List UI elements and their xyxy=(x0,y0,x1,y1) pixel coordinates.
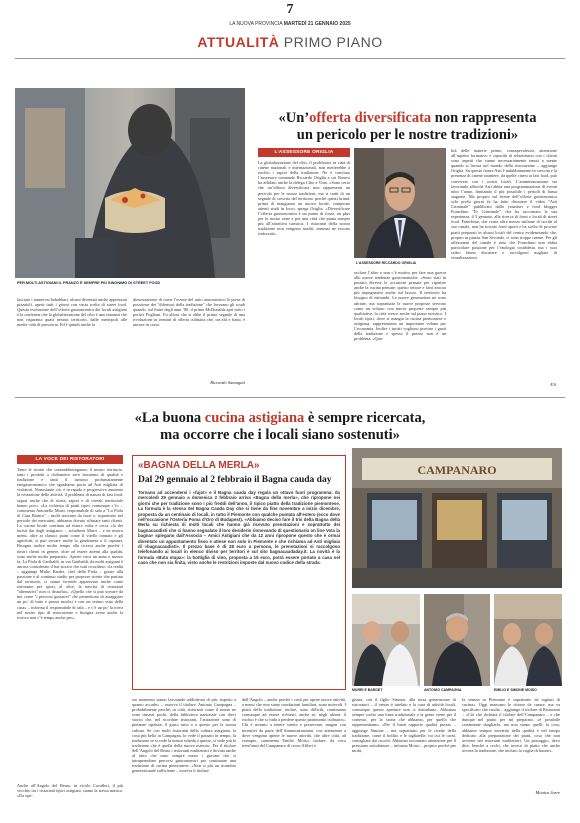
article1-headline xyxy=(250,110,565,144)
article-divider xyxy=(15,397,565,398)
section-header xyxy=(0,34,580,50)
headline-highlight: offerta diversificata xyxy=(309,110,432,126)
article1-col3: escluse l’altro e non c’è motivo per fare una guerra allo nuove tendenze gastronomiche. «Sono stati in passato diverse le occasioni pensate per ripartire anche la cucina pensate: questo settore e farsi ancora più impegnativo anche sul lavoro. Il territorio ha bisogno di entrambi. Le nuove generazioni ne sono attratte, ma soprattutto le nuove proposte servono come un volano: con nuove proposte sempre più qualitative, la città cresce anche sul piano turistico. I locali tipici, dove si mangia la cucina piemontese e astigiana, rappresentano un importante volano per l’economia. Inoltre i turisti vogliono provare i gusti della tradizione e spesso il prezzo non è un problema. «Qua- xyxy=(354,270,446,342)
article2-section-label: LA VOCE DEI RISTORATORI xyxy=(17,455,123,464)
issue-date: MARTEDÌ 21 GENNAIO 2025 xyxy=(283,21,351,27)
campanaro-sign: CAMPANARO xyxy=(417,463,497,477)
subsection-title: PRIMO PIANO xyxy=(283,34,383,50)
street-food-caption: PER MOLTI ASTIGIANI IL PRANZO È SEMPRE PIÙ SINONIMO DI STREET FOOD xyxy=(17,281,161,285)
article2-col3: dell’Angolo – anche perché i costi per aprire nuove attività, a meno che non siano conduzioni familiari, sono notevoli. I piatti della tradizione, inoltre, sono difficili, continuano comunque ad essere richiesti, anche se, negli ultimi, il rischio è che si vada a perdere questo patrimonio culinario». Chi è rimasto a tenere stretto e preservare, magari con incentivi da parte dell’Amministrazione, con attenzione a dove vengono aperte le nuove attività, che altre città, ad esempio, commenta Emilio Moiso, titolare, da circa trent’anni del Campanaro di corso Alfieri e xyxy=(242,697,346,748)
headline-line2: un pericolo per le nostre tradizioni» xyxy=(296,127,519,143)
article1-byline: F.S. xyxy=(550,382,557,387)
article2-col5: la venuta in Piemonte è soprattutto da ragioni di cucina». Oggi mancano le risorse da curare, ma va specificato che risulta – aggiunge il titolare di Ristoranti – «Ciò che dichiara il titolare dell’Campanaro – e che dunque nel piatto per mi preparato, «è possibile certamente sbagliarlo, ma non siamo quelli, la cosa, abbiamo sempre investito nella qualità e nel tempo dedicato alla preparazione dei piatti, cosa che non avviene nei ristoranti multietnici. Un passaggio, devo dire, benché a occhi, che invece di piatto che anche avvera la tradizione, che incluso la voglia di buone». xyxy=(462,697,560,753)
moiso-caption: EMILIO E SIMONE MOISO xyxy=(494,688,537,692)
header-rule xyxy=(15,58,565,59)
headline2-post: è sempre ricercata, xyxy=(304,410,426,426)
article2-col2: sto momento siamo lavorando addirittura di più, rispetto a quanto accade» – osserva il titolare, Antonio Campagna – probabilmente perché, in città, ristoranti come il nostro ne sono rimasti pochi, della biblioteca nazionale con dieci storici che, nel ricordare ristoranti, l’attrazione sono di pietanze ripetute, il gusto tutto e a questo per la nostra cultura. Se con molti ristoranti della cultura astigiana, la cosa più bella in Campagna, lo vede il passato in tempo, la tradizione se si vede la nostra scheda a questo, si vede più la tradizione che è quella della nuova osteria». Per il titolare dell’Angolo del Beato i ristoranti multietnici e dovuta anche al fatto che sono sempre meno i giovani che si intraprendono percorsi gastronomici per continuare una tradizione di cucina piemontese. «Non ci più un ricambio generazionale sufficiente – osserva il titolare xyxy=(132,697,236,774)
origlia-portrait xyxy=(354,148,446,258)
headline2-pre: «La buona xyxy=(134,410,205,426)
section-title: ATTUALITÀ xyxy=(197,34,280,50)
headline-pre: «Un’ xyxy=(278,110,310,126)
article1-left-byline: Riccardo Santagati xyxy=(210,380,245,385)
bagna-box xyxy=(132,455,346,690)
murri-bardet-caption: MURRI E BARDET xyxy=(352,688,383,692)
portrait-caption: L’ASSESSORE RICCARDO ORIGLIA xyxy=(356,261,417,265)
headline2-highlight: cucina astigiana xyxy=(204,410,305,426)
article2-byline: Monica Jarre xyxy=(535,790,560,795)
murri-bardet-photo xyxy=(352,594,420,686)
campagna-photo xyxy=(424,594,490,686)
headline-post: non rappresenta xyxy=(431,110,537,126)
article1-col1: La globalizzazione del cibo, il proliferare in città di catene nazionali e internazionali, non metterebbe a rischio i sapori della tradizione. Ne è convinto l’assessore comunale Riccardo Origlia a cui Rasero ha affidato anche la delega Cibo e Vino. «Sono certo che un’offerta diversificata non rappresenti un pericolo per le nostre tradizioni, ma si tratti di un segnale di crescita del territorio perché questi brand, prima di inaugurare un nuovo locale, compiono attenti studi in loco» spiega Origlia. «Diversificare l’offerta gastronomica è un punto di forza, un plus per le nostre zone e per una città che punta sempre più all’attrattiva turistica. I ristoranti della nostra tradizione non vengono snaliti, semmai ne escono rinforzati». xyxy=(258,160,350,237)
moiso-photo xyxy=(494,594,562,686)
article2-headline xyxy=(20,410,540,444)
campanaro-photo xyxy=(352,448,562,588)
article2-col4: giusta, con il figlio Simone, alla terza generazione di ristoratori – il centro è tutelato e la cura di attività locali, comunque questo aperture non ci disturbano. Abbiamo sempre scelto una linea tradizionale e la gente viene per il contesto, per la storia che abbiamo, per quello che rappresentiamo, «Per il buon rapporto qualità prezzo – aggiunge Simone – ma soprattutto per le ricette della tradizione, come il bollito e le tagliatelle, tra cui le carni, consigliate dai cuochi. Abbiamo incontrato attenzione per il pressione sottolineare – informa Moiso – proprio perché per molti, xyxy=(352,697,456,753)
page-number: 7 xyxy=(286,2,294,17)
article1-col4: lità delle materie prime, consapevolezza, attenzione all’aspetto formativo e capacità di relazionarsi con i clienti sono aspetti che vanno necessariamente tenuti a mente quando si lavora nel mondo della ristorazione – aggiunge Origlia. Su questo fronte Asti è indubbiamente in crescita e la presenza di catene straniere, da quelle cinesi ai fast food, può convivere con i nostri locali. L’amministrazione sta lavorando affinché Asti abbia una programmazione di eventi tutto l’anno, limitando il più possibile i periodi di bassa stagione. Ma proprio sul fronte dell’offerta gastronomica solo pochi giorni fa ha fatto discutere il video "Asti Criminale" pubblicato dallo youtuber e food blogger Franchino "Er Criminale", che ha raccontato la sua esperienza, il 3 gennaio, alla ricerca di forni o locali di street food. Franchino, che conta oltre mezzo milione di iscritti al suo canale, non ha trovato forni aperti e ha scelto di provare piatti preparati in alcuni locali del centro evidenziando che, proprio in piazza San Secondo, ci sono troppe catene. Per gli affezionati del canale è noto che Franchino non abbia particolare passione per l’enologia cosiddetta, ma i suoi video fanno discutere e raccolgono migliaia di visualizzazioni. xyxy=(451,148,557,260)
article2-col1b: Anche all’Angolo del Beato, in vicolo Cavalleri, il più vecchio tra i ristoranti tipici astigiani, siamo la stessa musica. «Da ope- xyxy=(17,783,123,799)
campagna-caption: ANTONIO CAMPAGNA xyxy=(424,688,462,692)
masthead-line xyxy=(0,21,580,27)
article1-section-label: L’ASSESSORE ORIGLIA xyxy=(258,148,350,157)
headline2-line2: ma occorre che i locali siano sostenuti» xyxy=(160,427,400,443)
article1-left-col1: lasciare i numerosi kebabbari, alcuni diventati anche apprezzati pizzaioli, aperti tutti i giorni con vasta scelta di street food. Questa evoluzione dell’offerta gastronomica dei locali astigiani è la conferma che la globalizzazione del cibo è uno tsunami che non risparmia quasi nessun territorio, dalle metropoli alle medie città di provincia. Ed è quindi anche la xyxy=(17,297,127,328)
publication-name: LA NUOVA PROVINCIA xyxy=(229,21,283,27)
bagna-text: Tornano ad accendersi i «fujot» e il Bagna cauda day regala un ottavo fuori programma: da mercoledì 29 gennaio a domenica 2 febbraio arriva «Bagna della merla», che ripropone nei giorni che per tradizione sono i più freddi dell’anno, il tipico piatto della tradizione piemontese. La formula è la stessa del Bagna Cauda Day che si tiene da fine novembre a inizio dicembre, proposta da un centinaio di locali, in tutto il Piemonte con qualche puntata all’estero (ecco dove nell’occasione l’Osteria Poma d’Oro di Budapest). «Abbiamo deciso fare il tris della Bagna della Merla su richiesta di molti locali che hanno già ricevuto prenotazioni e soprattutto dei bagnacaudisti che ci hanno segnalato il loro desiderio rinnovando di questionario on line Vota la bagna» spiegano dall’Assocìa – Amici Astigiani che da 12 anni ripropone questo che è ormai diventato un appuntamento fisso e attese non solo in Piemonte e che richiama ad Asti migliaia di «bagnacaudisti». Il prezzo base è di 38 euro a persona, le prenotazioni si raccolgono telefonando ai locali in elenco diviso per territori è sul sito bagnacaudaday.it. La novità è la formula «Buta stupa»: la bottiglia di vino, proposta a 15 euro, potrà essere portato a casa nel caso che non sia finita, visto anche le restrizioni imposte dal nuovo codice della strada. xyxy=(138,490,340,566)
bagna-subheading: Dal 29 gennaio al 2 febbraio il Bagna cauda day xyxy=(138,475,332,485)
article1-left-col2: dimostrazione di come l’essere del tutto anacronistici le prese di posizione dei "difensori della tradizione" che lavorano gli scudi quando, sul finire degli anni ’80, il primo McDonalds aprì sotto i portici Pogliani. Fu allora che si ebbe il primo segnale di una rivoluzione in termini di offerta culinaria che, tra alti e bassi, è ancora in corso. xyxy=(133,297,245,328)
street-food-photo xyxy=(15,88,245,278)
bagna-heading: «BAGNA DELLA MERLA» xyxy=(138,460,260,471)
article2-col1: Tante le ricette che contraddistinguono il nostro territorio, tanti i prodotti a chilometro zero sinonimo di qualità e tradizione e tanti il turismo profumatamente enogastronomico che sgradiamo porta ad Asti migliaia di visitatori. Nonostante ciò, è in rapido e progressivo aumento la cessazione delle attività, il problema di natura di fast food, sapori anche che di storia, sapori e di cereali territoriale banno poco. «La richiesta di piatti tipici comunque c’è» – commenta Antonello Murri, responsabile di sala a "La Piola di Casa Bianca" – molti arrivano da fuori e, soprattutto nel periodo dei mercatini, abbiamo dovuto rifiutare tanti clienti. La cucina locale continua ad essere volta e cerca «la dei turisti dai dagli astigiani» – sottolinea Murri – e ne nostro menù, oltre ai classici piatti come il vitello tonnato e gli agnolotti, si può trovare anche la giardiniera o il capunet. Bisogna inoltre molto tempo alla ricerca anche perché i nostri clienti in genere, oltre ad essere attenti alla qualità, sono anche molto preparati». Aperto circa un anno e mezzo fa, La Piola di Garibaldi, in via Garibaldi, da molti astigiani è ancora considerato il bar storico che tutti ricordano: «la realtà – aggiunge Mirko Bardet, chef della Piola – grazie alla passione e al continuo studio per proporre ricette che partino dal territorio, ci siamo facendo apprezzare anche come ristorante per sposi, al oltre, la nascita di ristoranti "alternativi" non ci disturba». «Quello che si può trovare da noi come "i percorsi gustativi" che permettono di assaggiare un po’ di tutto e prezzi modici e con un ottimo vino della casa» – informa il responsabile di sala – e c’è un po’ la trova nel nostro tipo di ristorazione e bisogna avere anche la ricerca non c’è tempo anche per». xyxy=(17,467,123,620)
